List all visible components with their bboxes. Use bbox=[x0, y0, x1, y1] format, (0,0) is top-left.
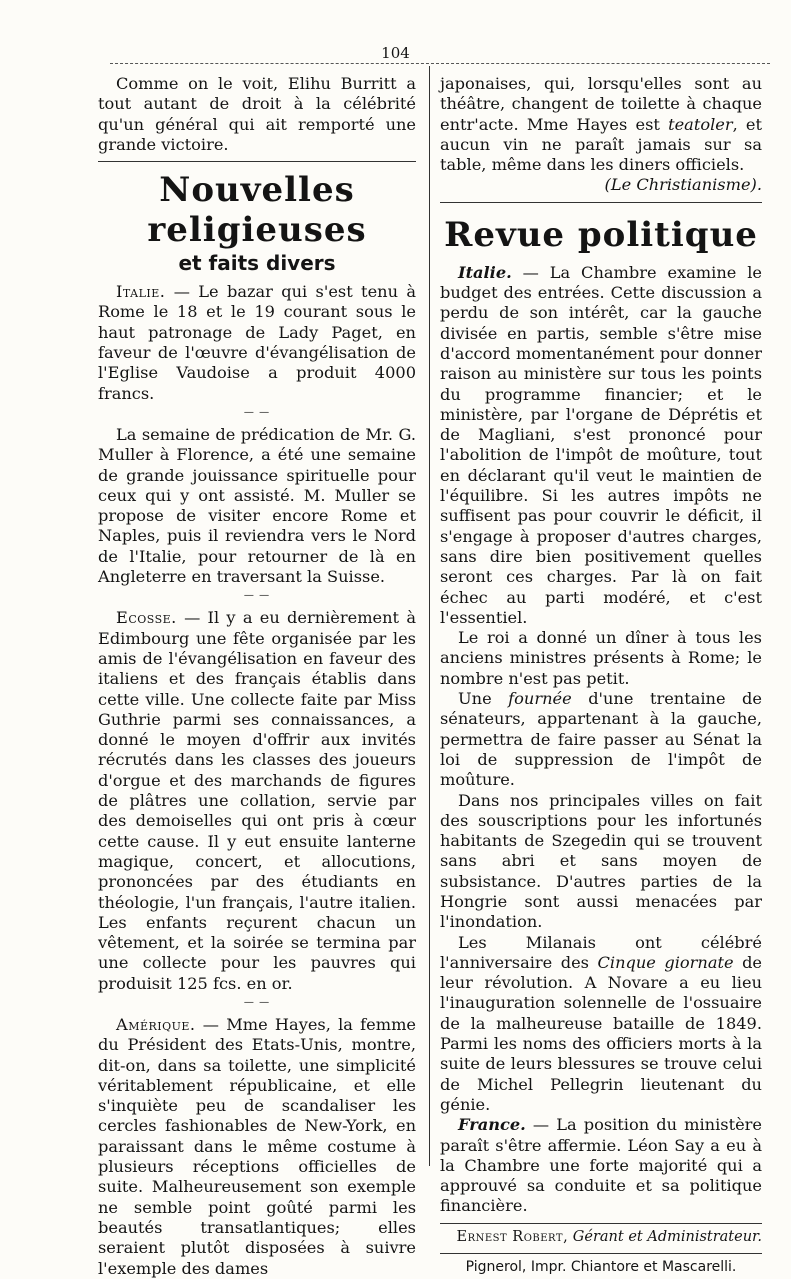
source-citation: (Le Christianisme). bbox=[604, 175, 762, 195]
section-title-political: Revue politique bbox=[444, 214, 758, 255]
continuation-text-a: japonaises, qui, lorsqu'elles sont au théâtre, changent de toilette à chaque entr'acte. Mme Hayes est bbox=[440, 74, 762, 134]
section-subtitle: et faits divers bbox=[178, 251, 336, 276]
politics-text-italie: — La Chambre examine le budget des entrées. Cette discussion a perdu de son intérêt, car la gauche divisée en partis, semble s'être mise d'accord momentanément pour donner raison au ministère sur tous les points du programme financier; et le ministère, par l'organe de Déprétis et de Magliani, s'est prononcé pour l'abolition de l'impôt de moûture, tout en déclarant qu'il veut le maintien de l'équilibre. Si les autres impôts ne suffisent pas pour couvrir le déficit, il s'engage à proposer d'autres charges, sans dire bien positivement quelles seront ces charges. Par là on fait échec au parti modéré, et c'est l'essentiel. bbox=[440, 262, 762, 627]
continuation-text-b: , et aucun vin ne paraît jamais sur sa table, même dans les diners officiels. bbox=[440, 114, 762, 175]
politics-france bbox=[440, 1115, 762, 1216]
news-text-italie: — Le bazar qui s'est tenu à Rome le 18 et le 19 courant sous le haut patronage de Lady Paget, en faveur de l'œuvre d'évangélisation de l'Eglise Vaudoise a produit 4000 francs. bbox=[98, 282, 416, 403]
news-label-amerique: Amérique. bbox=[116, 1014, 196, 1034]
section-rule bbox=[98, 161, 416, 162]
news-muller: La semaine de prédication de Mr. G. Muller à Florence, a été une semaine de grande jouissance spirituelle pour ceux qui y ont assisté. M. Muller se propose de visiter encore Rome et Naples, puis il reviendra vers le Nord de l'Italie, pour retourner de là en Angleterre en traversant la Suisse. bbox=[98, 424, 416, 587]
right-column bbox=[440, 74, 762, 1277]
gerant-name: Ernest Robert, bbox=[456, 1228, 569, 1245]
politics-milanais bbox=[440, 933, 762, 1116]
page-number: 104 bbox=[381, 44, 410, 62]
news-italie bbox=[98, 282, 416, 404]
politics-label-france: France. bbox=[458, 1115, 526, 1135]
section-rule bbox=[440, 202, 762, 203]
section-title-religious: Nouvelles religieuses bbox=[147, 170, 367, 251]
footer-rule bbox=[440, 1223, 762, 1224]
amerique-continuation bbox=[440, 74, 762, 175]
column-divider bbox=[429, 66, 430, 1166]
news-label-italie: Italie. bbox=[116, 282, 166, 302]
footer-rule bbox=[440, 1253, 762, 1254]
politics-label-italie: Italie. bbox=[458, 262, 512, 282]
politics-text-france: — La position du ministère paraît s'être affermie. Léon Say a eu à la Chambre une forte majorité qui a approuvé sa conduite et sa politique financière. bbox=[440, 1115, 762, 1216]
separator: — — bbox=[243, 590, 271, 602]
news-text-amerique: — Mme Hayes, la femme du Président des Etats-Unis, montre, dit-on, dans sa toilette, une simplicité véritablement républicaine, et elle s'inquiète peu de scandaliser les cercles fashionables de New-York, en paraissant dans le même costume à plusieurs réceptions officielles de suite. Malheureusement son exemple ne semble point goûté parmi les beautés transatlantiques; elles seraient plutôt disposées à suivre l'exemple des dames bbox=[98, 1014, 416, 1278]
printer-imprint: Pignerol, Impr. Chiantore et Mascarelli. bbox=[465, 1258, 737, 1275]
politics-fournee bbox=[440, 689, 762, 790]
separator: — — bbox=[243, 406, 271, 418]
gerant-signature bbox=[440, 1228, 762, 1247]
teatoler-word: teatoler bbox=[668, 114, 733, 134]
milanais-text-b: de leur révolution. A Novare a eu lieu l'inauguration solennelle de l'ossuaire de la malheureuse bataille de 1849. Parmi les noms des officiers morts à la suite de leurs blessures se trouve celui de Michel Pellegrin lieutenant du génie. bbox=[440, 952, 763, 1114]
milanais-text-a: Les Milanais ont célébré l'anniversaire des bbox=[440, 932, 762, 972]
left-column bbox=[98, 74, 416, 1279]
gerant-title: Gérant et Administrateur. bbox=[568, 1228, 762, 1245]
politics-villes: Dans nos principales villes on fait des souscriptions pour les infortunés habitants de Szegedin qui se trouvent sans abri et sans moyen de subsistance. D'autres parties de la Hongrie sont aussi menacées par l'inondation. bbox=[440, 790, 762, 932]
news-amerique bbox=[98, 1015, 416, 1279]
news-ecosse bbox=[98, 608, 416, 994]
separator: — — bbox=[243, 996, 271, 1008]
news-text-ecosse: — Il y a eu dernièrement à Edimbourg une fête organisée par les amis de l'évangélisation en faveur des italiens et des français établis dans cette ville. Une collecte faite par Miss Guthrie parmi ses connaissances, a donné le moyen d'offrir aux invités récrutés dans les classes des joueurs d'orgue et des marchands de figures de plâtres une collation, servie par des demoiselles qui ont pris à cœur cette cause. Il y eut ensuite lanterne magique, concert, et allocutions, prononcées par des étudiants en théologie, l'un français, l'autre italien. Les enfants reçurent chacun un vêtement, et la soirée se termina par une collecte pour les pauvres qui produisit 125 fcs. en or. bbox=[98, 608, 416, 993]
news-label-ecosse: Ecosse. bbox=[116, 608, 177, 628]
fournee-text-a: Une bbox=[458, 689, 509, 709]
politics-italie bbox=[440, 263, 762, 628]
fournee-word: fournée bbox=[508, 689, 572, 709]
fournee-text-b: d'une trentaine de sénateurs, appartenant à la gauche, permettra de faire passer au Sénat la loi de suppression de l'impôt de moûture. bbox=[440, 689, 762, 790]
header-rule bbox=[110, 63, 770, 64]
milanais-italic: Cinque giornate bbox=[597, 952, 734, 972]
intro-paragraph: Comme on le voit, Elihu Burritt a tout autant de droit à la célébrité qu'un général qui ait remporté une grande victoire. bbox=[98, 74, 416, 154]
politics-roi: Le roi a donné un dîner à tous les anciens ministres présents à Rome; le nombre n'est pas petit. bbox=[440, 628, 762, 688]
